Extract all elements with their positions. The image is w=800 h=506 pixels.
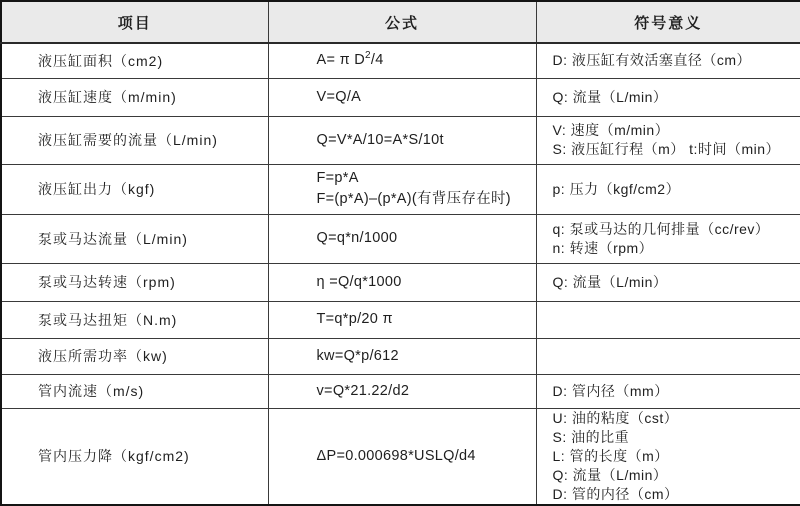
table-row: [1, 78, 800, 116]
symbol-text: D: 管的内径（cm）: [553, 485, 800, 504]
formula-cell: [268, 263, 536, 301]
formula-text: η =Q/q*1000: [317, 272, 536, 293]
item-cell: [1, 214, 268, 263]
formula-superscript: 2: [365, 50, 371, 61]
item-label: 泵或马达流量（L/min): [38, 231, 188, 247]
item-cell: [1, 78, 268, 116]
formula-cell: [268, 43, 536, 78]
symbol-text: S: 液压缸行程（m） t:时间（min）: [553, 140, 800, 159]
symbol-text: n: 转速（rpm）: [553, 239, 800, 258]
symbol-text: S: 油的比重: [553, 428, 800, 447]
table-row: [1, 374, 800, 408]
formula-text: Q=q*n/1000: [317, 228, 536, 249]
item-label: 液压缸出力（kgf): [38, 181, 155, 197]
symbol-cell: [536, 78, 800, 116]
formula-text: v=Q*21.22/d2: [317, 381, 536, 402]
symbol-cell-empty: [536, 301, 800, 338]
symbol-cell: [536, 43, 800, 78]
symbol-text: q: 泵或马达的几何排量（cc/rev）: [553, 220, 800, 239]
item-cell: [1, 408, 268, 505]
formula-text: F=p*A: [317, 168, 536, 189]
item-label: 泵或马达转速（rpm): [38, 274, 176, 290]
item-label: 管内压力降（kgf/cm2): [38, 448, 190, 464]
formula-text: kw=Q*p/612: [317, 346, 536, 367]
symbol-text: p: 压力（kgf/cm2）: [553, 180, 800, 199]
symbol-cell: [536, 116, 800, 164]
symbol-cell: [536, 214, 800, 263]
item-label: 液压缸面积（cm2): [38, 53, 163, 69]
formula-text: ΔP=0.000698*USLQ/d4: [317, 446, 536, 467]
formula-rest: /4: [371, 52, 384, 68]
formula-cell: [268, 408, 536, 505]
symbol-text: U: 油的粘度（cst）: [553, 409, 800, 428]
table-row: [1, 338, 800, 374]
item-cell: [1, 263, 268, 301]
item-cell: [1, 164, 268, 214]
symbol-text: Q: 流量（L/min）: [553, 273, 800, 292]
table-row: [1, 408, 800, 505]
table-row: [1, 43, 800, 78]
symbol-cell: [536, 263, 800, 301]
header-row: [1, 1, 800, 43]
formula-text: T=q*p/20 π: [317, 309, 536, 330]
item-label: 液压缸速度（m/min): [38, 89, 177, 105]
symbol-text: Q: 流量（L/min）: [553, 466, 800, 485]
table-row: [1, 263, 800, 301]
formula-base: A= π D: [317, 52, 365, 68]
item-cell: [1, 338, 268, 374]
column-header-symbol: 符号意义: [536, 1, 800, 43]
symbol-text: V: 速度（m/min）: [553, 121, 800, 140]
item-label: 液压所需功率（kw): [38, 348, 168, 364]
symbol-text: D: 液压缸有效活塞直径（cm）: [553, 51, 800, 70]
symbol-text: Q: 流量（L/min）: [553, 88, 800, 107]
formula-text: Q=V*A/10=A*S/10t: [317, 130, 536, 151]
formula-cell: [268, 116, 536, 164]
symbol-cell: [536, 374, 800, 408]
formula-cell: [268, 164, 536, 214]
item-cell: [1, 301, 268, 338]
formula-cell: [268, 338, 536, 374]
item-cell: [1, 374, 268, 408]
table-row: [1, 301, 800, 338]
symbol-cell: [536, 164, 800, 214]
table-row: [1, 214, 800, 263]
table-row: [1, 116, 800, 164]
item-cell: [1, 43, 268, 78]
formula-text: F=(p*A)–(p*A)(有背压存在时): [317, 189, 536, 210]
symbol-cell: [536, 408, 800, 505]
formula-text: [317, 50, 536, 71]
formula-cell: [268, 78, 536, 116]
formula-cell: [268, 214, 536, 263]
symbol-text: L: 管的长度（m）: [553, 447, 800, 466]
formula-text: V=Q/A: [317, 87, 536, 108]
formula-cell: [268, 374, 536, 408]
table-row: [1, 164, 800, 214]
column-header-formula: 公式: [268, 1, 536, 43]
item-label: 管内流速（m/s): [38, 383, 144, 399]
item-label: 液压缸需要的流量（L/min): [38, 132, 218, 148]
symbol-cell-empty: [536, 338, 800, 374]
symbol-text: D: 管内径（mm）: [553, 382, 800, 401]
column-header-item: 项目: [1, 1, 268, 43]
item-cell: [1, 116, 268, 164]
item-label: 泵或马达扭矩（N.m): [38, 312, 177, 328]
formula-cell: [268, 301, 536, 338]
